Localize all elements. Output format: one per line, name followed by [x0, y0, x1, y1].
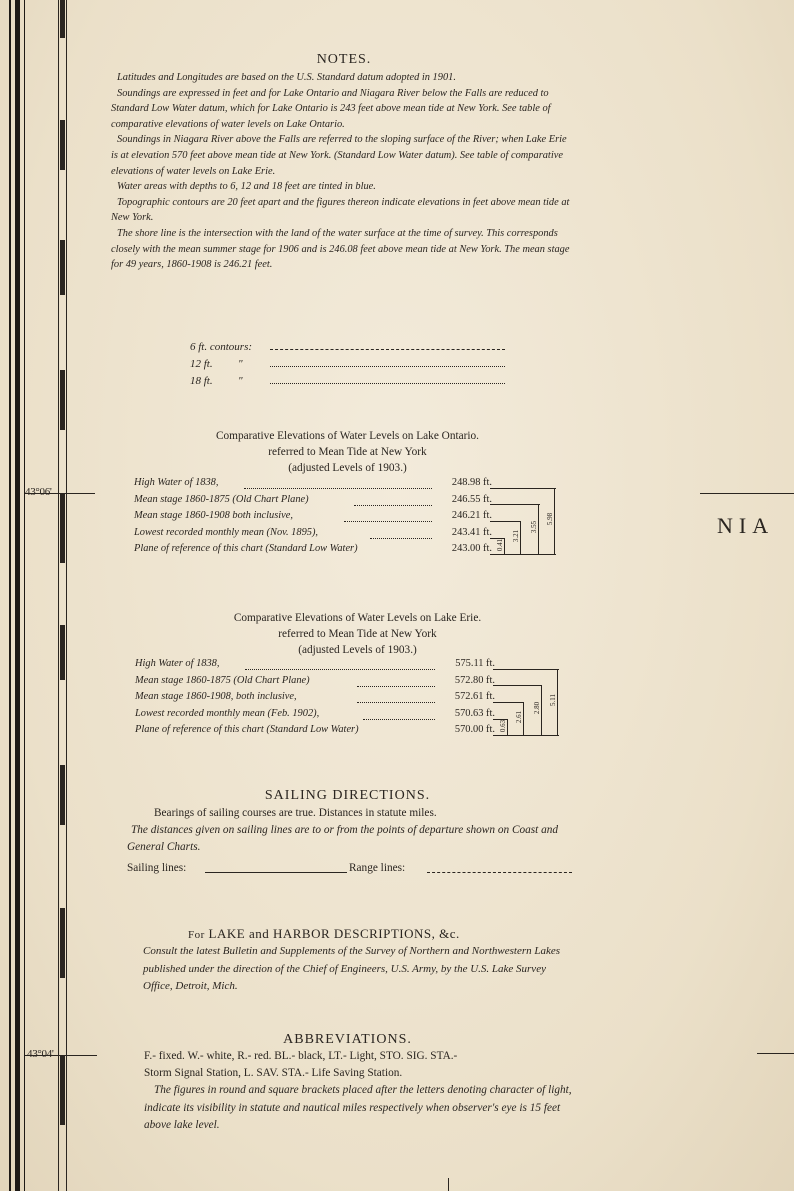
range-line-sample — [427, 872, 572, 873]
meridian-tick — [448, 1178, 449, 1191]
table-row: Mean stage 1860-1875 (Old Chart Plane) 572.80 ft. — [135, 674, 495, 686]
note-soundings-niagara: Soundings in Niagara River above the Falls are referred to the sloping surface of the River; when Lake Erie is at elevation 570 feet above mean tide at New York. (Standard Low Water datum). See table of comparative elevations of water levels on Lake Erie. — [111, 134, 567, 177]
lake-harbor-heading: For LAKE and HARBOR DESCRIPTIONS, &c. — [188, 926, 460, 941]
contour-6ft-line — [270, 349, 505, 350]
lake-harbor-body: Consult the latest Bulletin and Supplements of the Survey of Northern and Northwestern Lakes published under the direction of the Chief of Engineers, U.S. Army, by the U.S. Lake Survey Office, Detroit, Mich. — [143, 945, 561, 992]
note-datum: Latitudes and Longitudes are based on the U.S. Standard datum adopted in 1901. — [117, 72, 456, 83]
sailing-directions: Bearings of sailing courses are true. Distances in statute miles. The distances given on sailing lines are to or from the points of departure shown on Coast and General Charts. Sailing lines: Range lines: — [127, 805, 587, 878]
dim-label: 2.61 — [515, 710, 524, 724]
notes-heading: NOTES. — [316, 52, 372, 67]
latitude-label-43-04: 43°04' — [27, 1048, 54, 1060]
table-row: Plane of reference of this chart (Standard Low Water) 243.00 ft. — [134, 543, 492, 554]
dim-label: 0.41 — [496, 538, 505, 552]
table-row: Lowest recorded monthly mean (Nov. 1895), 243.41 ft. — [134, 526, 492, 538]
parallel-line-43-06 — [700, 493, 794, 494]
latitude-scale — [58, 0, 67, 1191]
latitude-label-43-06: 43°06' — [25, 486, 52, 498]
table-row: High Water of 1838, 575.11 ft. — [135, 658, 495, 669]
dim-label: 0.63 — [499, 719, 508, 733]
table-row: Mean stage 1860-1908 both inclusive, 246.21 ft. — [134, 510, 492, 521]
note-contours: Topographic contours are 20 feet apart and the figures thereon indicate elevations in feet above mean tide at New York. — [111, 196, 570, 224]
contour-12ft: 12 ft. " — [190, 358, 252, 375]
neatline-outer — [9, 0, 11, 1191]
contour-18ft: 18 ft. " — [190, 375, 252, 392]
table-row: Mean stage 1860-1908, both inclusive, 572.61 ft. — [135, 691, 495, 702]
erie-heading: Comparative Elevations of Water Levels on Lake Erie. referred to Mean Tide at New York (adjusted Levels of 1903.) — [233, 612, 482, 656]
dim-label: 2.80 — [533, 701, 542, 715]
dim-label: 5.11 — [549, 694, 557, 706]
table-row: Mean stage 1860-1875 (Old Chart Plane) 246.55 ft. — [134, 493, 492, 505]
contour-6ft: 6 ft. contours: — [190, 341, 252, 358]
contour-18ft-line — [270, 383, 505, 384]
contour-legend — [190, 341, 252, 392]
sailing-line-sample — [205, 872, 347, 873]
abbreviations-heading: ABBREVIATIONS. — [283, 1032, 412, 1047]
dim-label: 3.55 — [530, 520, 539, 534]
dim-label: 5.98 — [546, 512, 555, 526]
neatline-inner — [24, 0, 25, 1191]
notes-block — [111, 70, 571, 273]
ontario-table — [134, 477, 564, 560]
erie-table — [135, 658, 565, 741]
table-row: High Water of 1838, 248.98 ft. — [134, 477, 492, 488]
table-row: Plane of reference of this chart (Standard Low Water) 570.00 ft. — [135, 724, 495, 735]
note-water-areas: Water areas with depths to 6, 12 and 18 feet are tinted in blue. — [117, 181, 376, 193]
note-soundings-ontario: Soundings are expressed in feet and for Lake Ontario and Niagara River below the Falls are reduced to Standard Low Water datum, which for Lake Ontario is 243 feet above mean tide at New York. See table of comparative elevations of water levels on Lake Ontario. — [111, 87, 551, 130]
contour-12ft-line — [270, 366, 505, 367]
abbreviations-block: F.- fixed. W.- white, R.- red. BL.- black, LT.- Light, STO. SIG. STA.- Storm Signal Station, L. SAV. STA.- Life Saving Station. The figures in round and square brackets placed after the letters denoting character of light, indicate its visibility in statute and nautical miles respectively when observer's eye is 15 feet above lake level. — [144, 1050, 572, 1131]
neatline-thick — [15, 0, 20, 1191]
map-title-fragment: NIA — [717, 513, 775, 538]
ontario-heading: Comparative Elevations of Water Levels on Lake Ontario. referred to Mean Tide at New York (adjusted Levels of 1903.) — [215, 430, 480, 474]
table-row: Lowest recorded monthly mean (Feb. 1902), 570.63 ft. — [135, 707, 495, 719]
dim-label: 3.21 — [512, 529, 521, 543]
sailing-heading: SAILING DIRECTIONS. — [264, 788, 431, 803]
parallel-line-43-04 — [757, 1053, 794, 1054]
note-shore-line: The shore line is the intersection with the land of the water surface at the time of survey. This corresponds closely with the mean summer stage for 1906 and is 246.08 feet above mean tide at New York. The mean stage for 49 years, 1860-1908 is 246.21 feet. — [111, 227, 570, 271]
